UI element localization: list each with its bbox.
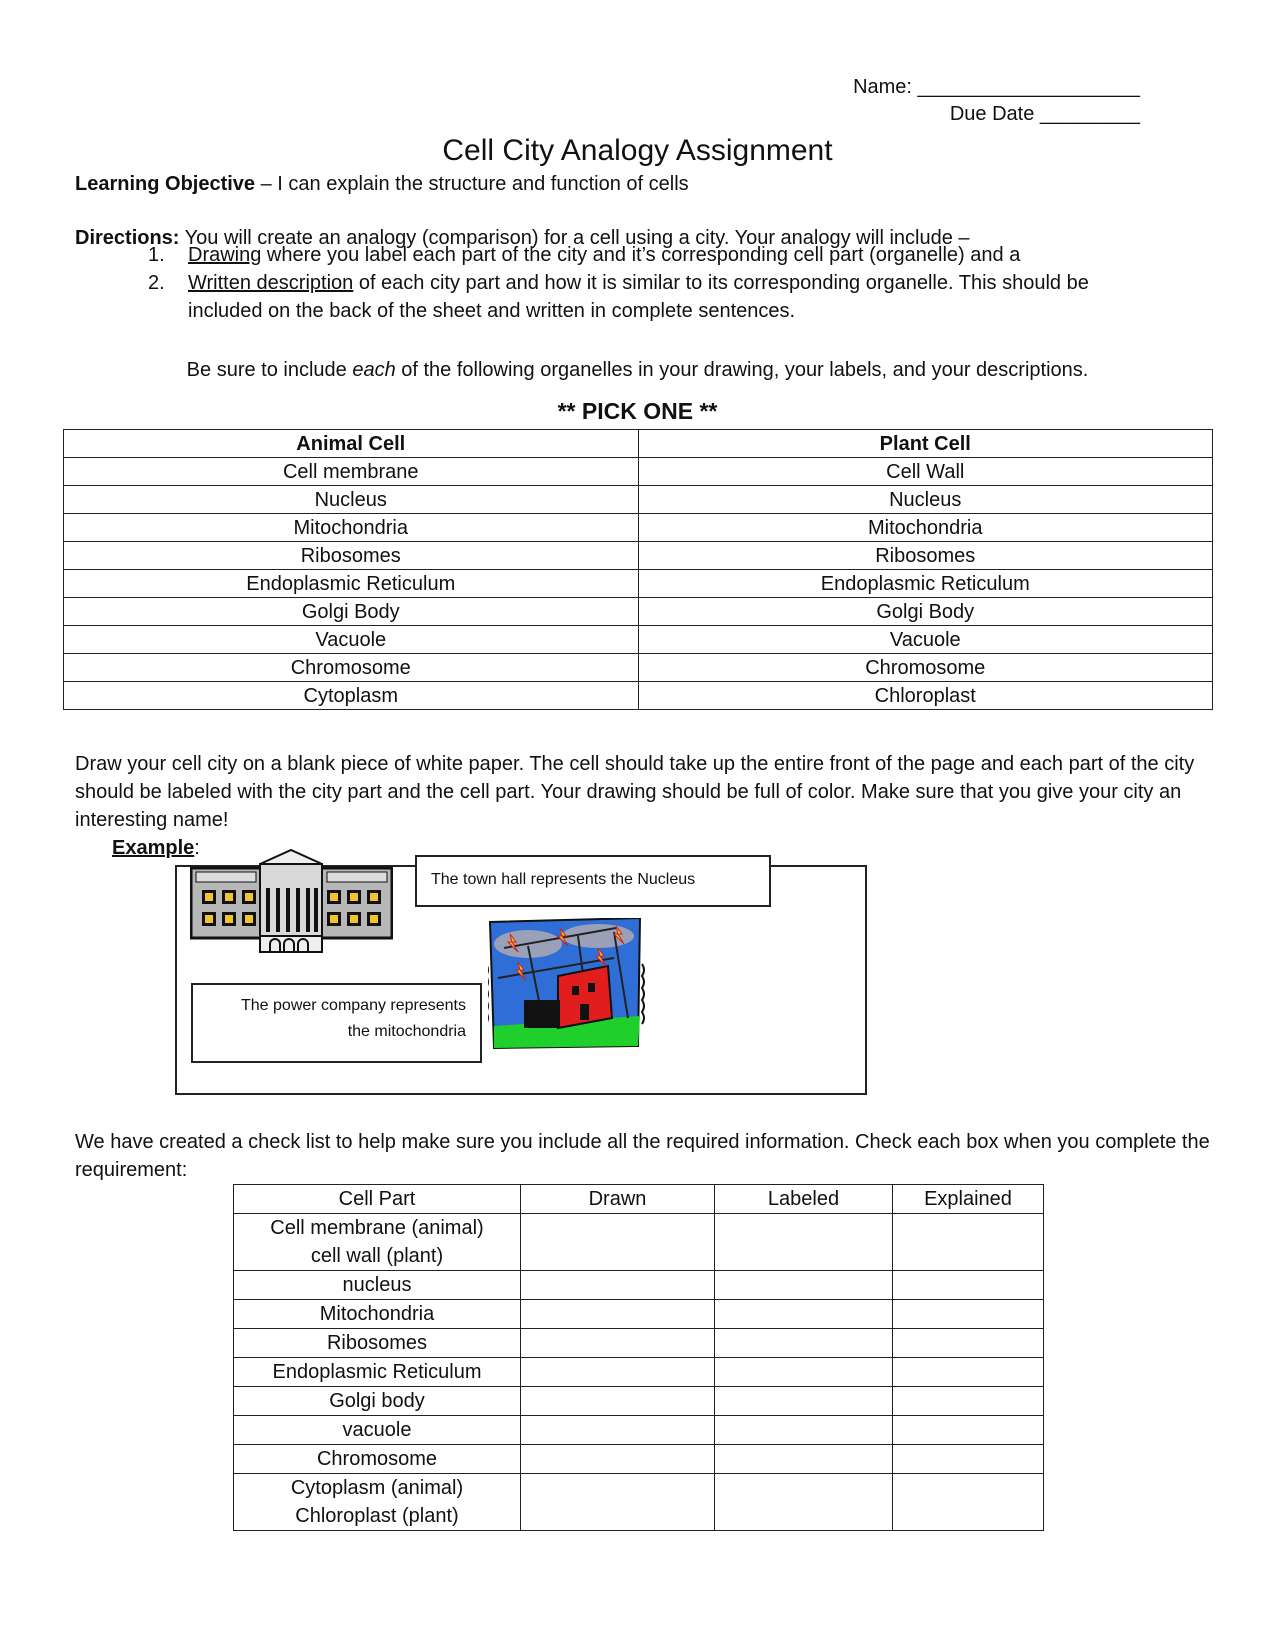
drawn-checkbox[interactable]: [521, 1214, 715, 1271]
objective-label: Learning Objective: [75, 173, 256, 195]
pick-one-heading: ** PICK ONE **: [557, 398, 718, 424]
list-item: [148, 269, 1148, 325]
drawn-checkbox[interactable]: [521, 1271, 715, 1300]
table-row: [234, 1445, 1044, 1474]
plant-cell-organelle: Golgi Body: [638, 598, 1213, 626]
directions-text: You will create an analogy (comparison) for a cell using a city. Your analogy will include –: [179, 227, 970, 249]
cell-part-line: vacuole: [342, 1419, 412, 1441]
learning-objective: [75, 170, 1215, 198]
table-row: [64, 486, 1213, 514]
animal-cell-organelle: Mitochondria: [64, 514, 639, 542]
list-number: 1.: [148, 244, 165, 266]
town-hall-image: [190, 848, 393, 954]
plant-cell-header: Plant Cell: [638, 430, 1213, 458]
table-row: [64, 626, 1213, 654]
drawn-checkbox[interactable]: [521, 1300, 715, 1329]
cell-part-name: [234, 1214, 521, 1271]
cell-part-line: nucleus: [342, 1274, 412, 1296]
power-plant-image: [488, 918, 646, 1050]
labeled-checkbox[interactable]: [715, 1387, 893, 1416]
animal-cell-organelle: Chromosome: [64, 654, 639, 682]
cell-part-line: Mitochondria: [319, 1303, 435, 1325]
drawn-header: Drawn: [521, 1185, 715, 1214]
labeled-checkbox[interactable]: [715, 1416, 893, 1445]
table-row: [64, 542, 1213, 570]
table-row: [64, 458, 1213, 486]
explained-checkbox[interactable]: [893, 1416, 1044, 1445]
animal-cell-organelle: Cell membrane: [64, 458, 639, 486]
cell-part-name: [234, 1445, 521, 1474]
labeled-checkbox[interactable]: [715, 1474, 893, 1531]
table-row: [64, 598, 1213, 626]
labeled-checkbox[interactable]: [715, 1271, 893, 1300]
include-emphasis: each: [352, 359, 396, 381]
page-title: Cell City Analogy Assignment: [442, 134, 833, 167]
plant-cell-organelle: Mitochondria: [638, 514, 1213, 542]
include-instruction: [0, 356, 1275, 384]
draw-instructions: Draw your cell city on a blank piece of white paper. The cell should take up the entire front of the page and each part of the city should be labeled with the city part and the cell part. Your drawing should be full of color. Make sure that you give your city an interesting name!: [75, 753, 1195, 831]
cell-part-name: [234, 1329, 521, 1358]
cell-part-line: cell wall (plant): [310, 1245, 444, 1267]
labeled-checkbox[interactable]: [715, 1358, 893, 1387]
animal-cell-organelle: Golgi Body: [64, 598, 639, 626]
animal-cell-header: Animal Cell: [64, 430, 639, 458]
animal-cell-organelle: Endoplasmic Reticulum: [64, 570, 639, 598]
item-lead: Drawing: [188, 244, 262, 266]
example-label-text: Example: [112, 837, 195, 859]
labeled-checkbox[interactable]: [715, 1445, 893, 1474]
table-row: [234, 1474, 1044, 1531]
explained-checkbox[interactable]: [893, 1474, 1044, 1531]
cell-part-line: Golgi body: [329, 1390, 425, 1412]
explained-checkbox[interactable]: [893, 1214, 1044, 1271]
explained-checkbox[interactable]: [893, 1271, 1044, 1300]
table-row: [234, 1214, 1044, 1271]
labeled-checkbox[interactable]: [715, 1329, 893, 1358]
table-row: [234, 1387, 1044, 1416]
checklist-intro: We have created a check list to help make sure you include all the required information. Check each box when you complete the requirement:: [75, 1131, 1210, 1181]
drawn-checkbox[interactable]: [521, 1329, 715, 1358]
objective-text: – I can explain the structure and function of cells: [255, 173, 689, 195]
explained-checkbox[interactable]: [893, 1300, 1044, 1329]
explained-header: Explained: [893, 1185, 1044, 1214]
cell-part-name: [234, 1474, 521, 1531]
labeled-checkbox[interactable]: [715, 1214, 893, 1271]
drawn-checkbox[interactable]: [521, 1416, 715, 1445]
drawn-checkbox[interactable]: [521, 1358, 715, 1387]
animal-cell-organelle: Ribosomes: [64, 542, 639, 570]
plant-cell-organelle: Nucleus: [638, 486, 1213, 514]
checklist-table: [233, 1184, 1044, 1531]
power-note-line-1: The power company represents: [241, 997, 466, 1014]
animal-cell-organelle: Vacuole: [64, 626, 639, 654]
power-company-note: [191, 983, 482, 1063]
cell-part-name: [234, 1271, 521, 1300]
organelle-table: [63, 429, 1213, 710]
cell-part-line: Chromosome: [316, 1448, 438, 1470]
include-before: Be sure to include: [186, 359, 353, 381]
cell-part-line: Endoplasmic Reticulum: [272, 1361, 482, 1383]
table-header-row: [234, 1185, 1044, 1214]
plant-cell-organelle: Endoplasmic Reticulum: [638, 570, 1213, 598]
table-row: [64, 514, 1213, 542]
table-row: [234, 1416, 1044, 1445]
table-header-row: [64, 430, 1213, 458]
cell-part-name: [234, 1387, 521, 1416]
list-number: 2.: [148, 272, 165, 294]
animal-cell-organelle: Nucleus: [64, 486, 639, 514]
explained-checkbox[interactable]: [893, 1445, 1044, 1474]
example-colon: :: [194, 837, 200, 859]
drawn-checkbox[interactable]: [521, 1445, 715, 1474]
drawn-checkbox[interactable]: [521, 1387, 715, 1416]
item-text: of each city part and how it is similar to its corresponding organelle. This should be included on the back of the sheet and written in complete sentences.: [188, 272, 1089, 322]
due-date-field[interactable]: Due Date _________: [949, 103, 1140, 125]
power-note-line-2: the mitochondria: [347, 1023, 466, 1040]
example-label: [112, 834, 200, 862]
plant-cell-organelle: Cell Wall: [638, 458, 1213, 486]
plant-cell-organelle: Chromosome: [638, 654, 1213, 682]
labeled-checkbox[interactable]: [715, 1300, 893, 1329]
cell-part-line: Ribosomes: [326, 1332, 428, 1354]
table-row: [64, 654, 1213, 682]
town-hall-note: [415, 855, 771, 907]
plant-cell-organelle: Vacuole: [638, 626, 1213, 654]
cell-part-line: Cell membrane (animal): [270, 1217, 484, 1239]
item-lead: Written description: [188, 272, 354, 294]
cell-part-line: Cytoplasm (animal): [290, 1477, 464, 1499]
include-after: of the following organelles in your drawing, your labels, and your descriptions.: [395, 359, 1089, 381]
table-row: [234, 1329, 1044, 1358]
cell-part-line: Chloroplast (plant): [295, 1505, 459, 1527]
drawn-checkbox[interactable]: [521, 1474, 715, 1531]
explained-checkbox[interactable]: [893, 1358, 1044, 1387]
cell-part-name: [234, 1300, 521, 1329]
directions-list: [148, 241, 1148, 325]
table-row: [234, 1358, 1044, 1387]
explained-checkbox[interactable]: [893, 1329, 1044, 1358]
table-row: [64, 570, 1213, 598]
labeled-header: Labeled: [715, 1185, 893, 1214]
item-text: where you label each part of the city and it’s corresponding cell part (organelle) and a: [261, 244, 1021, 266]
cell-part-header: Cell Part: [234, 1185, 521, 1214]
town-hall-note-text: The town hall represents the Nucleus: [431, 871, 696, 888]
list-item: [148, 241, 1148, 269]
cell-part-name: [234, 1358, 521, 1387]
table-row: [64, 682, 1213, 710]
directions-label: Directions:: [75, 227, 180, 249]
explained-checkbox[interactable]: [893, 1387, 1044, 1416]
table-row: [234, 1271, 1044, 1300]
plant-cell-organelle: Chloroplast: [638, 682, 1213, 710]
plant-cell-organelle: Ribosomes: [638, 542, 1213, 570]
cell-part-name: [234, 1416, 521, 1445]
animal-cell-organelle: Cytoplasm: [64, 682, 639, 710]
name-field[interactable]: Name: ____________________: [853, 76, 1140, 98]
table-row: [234, 1300, 1044, 1329]
